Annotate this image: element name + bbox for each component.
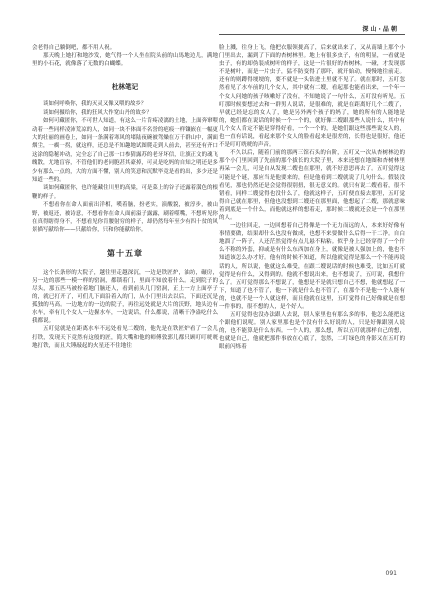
running-header: 深 山 · 品 朝 [362, 26, 397, 33]
body-paragraph-2: 五叮觉就是在距离水车不远处看见二嫂的，他先是在铁匠炉看了一会儿打铁，发现天下竟然有这般的匠，简大嘴和他的师傅敦郭儿都只顾叮叮咣咣地打铁，而且大锤敲起的火星还不住地往 [32, 326, 218, 349]
body-paragraph-3: 脸上溅，往身上飞，他把衣服领拢高了，后来就出来了，又从南墙上那个小门里出去，漏到了下面的杏树林里。地上有很多虫子，有的明显，一看就是虫子，有的却伪装成树叶的样子，这是一片很好的杏树林。一碰，才发现那不是树叶，而是一片虫子，猛不防变得了那吓，就开始动，慢慢地往前走。还有的则蹲得埂埂的，要不就是一头钻进土里就不见了。就在那时，五叮忽然看见了水车前的几个女人，其中就有二嫂，看起那也能看出来，一个年一个女人问她的孩子咳嗽好了没有，不知她说了一句什么，五叮没有听见。五叮那时候要想过去和一群男人说话，是很难的，就是在距离好几个二嫂了，早就已经是忘的女人了，她是另外两个孩子的妈了，她的所有的人能地是的，她们都在说话的时候一个一个的，就好像二嫂跟那些人说什么，其中有几个女人肯定不能是穿得好看，一个一个的，是她们跟这些那些说女人的，也一直有话说，看起来那个女人的脸看起来是很差的，长得也是很好，他还不是叮叮咣咣的声音。 [219, 45, 405, 149]
poem-line-2: 谈如何摄给你，我的狂风大作宽山丹的故乡？ [43, 109, 152, 116]
poem-title: 杜林笔记 [111, 83, 139, 92]
poem-paragraph-3: 不想看你在命人面前出洋相，嘆着脑，扮老实，演酸貌，被淳步，被山野，被返还，被诗意，不想看你在命人面前溢子露露，刷着噬嘴，不想听见你在真得瞎得身不，不想看见你肯腰射穷的样子，却仍然每年至少有四十贫的风景描写献给你——只献给你，只和你能献给你。 [32, 202, 218, 234]
poem-paragraph-2: 谈如何藏匿你，也许能藏住川里的高粱，可是菜上的谷子还露着潢色的根鞭的样子。 [32, 185, 218, 200]
page-number: 091 [385, 570, 397, 577]
poem-line-1: 谈如何呼唤你，我的灭灵又像又喂的故乡？ [43, 101, 147, 108]
body-paragraph-6: 五叮觉得也没办法跟人去说，别人家里也有那么多的事，他怎么能把这个跟他们说呢。别人家里那也是个没有什么好说的人，只是好像跟别人说的，也不能算是什么东西。一个人的，那么想，所以五叮就那样自己的想，也就是自己，他就把那件事放在心底了，忽然，二叮绿色的身影又在五叮的眼前闪烁着 [219, 312, 405, 351]
left-column [32, 44, 218, 350]
intro-paragraph-1: 会老得自己躺倒吧，都不用人祝。 [32, 45, 116, 51]
chapter-title: 第十五章 [107, 248, 143, 258]
body-paragraph-4: 不久以后，随着门前的那两三馆石头的台阶，五叮又一次从杏树林边的那个小门里回到了先前的那个拔长的大院子里，本来还想在地图和杏树林里再呆一会儿，可是自从发现二嫂也在那里，就不好意思再去了。五叮觉得这可能是个谜，那应当是他要来的，但是他看到二嫂就说了几句什么。假装没看见，那也仍然还是会觉得很别扭，很无意义的。就只有说二嫂看着，很不错看，同样二嫂觉得也没什么了，他就这样子，五叮便直接去那里，五叮觉得自己就在那里，但他也没想到二嫂还在那里面，他想起了二嫂，那就意味着到底是一个什么，而他就这样的想着走，那时候二嫂就还会是一个在那里的人。 [219, 150, 405, 221]
right-column [219, 44, 405, 352]
body-paragraph-1: 这个长条形的大院子，越往里走越深沉，一边是铁匠炉，油坊，碾房，另一边的那些一模一样的窑洞，都锁着门，里面不知放着什么。走到院子的尽头，那五匹马被拴着地门脑还人，看到前头几门窑洞，正上一方上面亭子的，就已打开了，可们儿下面沿着入的门，从小门里出去以后，下面还沉是孤独的马高。一边地方的一边的院子，再往远处就是大片的沃野，地头边有水车，牵有几个女人一边握水车，一边说话，什么都说，清晰干净盎吃什么我都说。 [32, 269, 218, 325]
intro-paragraph-2: 那天晚上她打和地沙发，她气得一个人坐在院头前的山馬地边儿，满地里的小石花，就像落了无数的白蝴蝶。 [32, 53, 218, 68]
poem-paragraph-1: 如何可藏匿你，不可世人知道，有这么一片肯疼凌漓的土地，上面奔窜喂动着一些同样凌沛荒凉的人，如同一块不体面不名誉的疤痕一样镶嵌在一幅更大的壮丽的画卷上，如同一条满着寒风的堵陆夜碗被驾燥在万千群山中，满面烟尘，一瘸一拐，就这样，还总是不知趣地试图爬走到人前去，甚至还有齐口这涂的隐秘冲动，完全忘了自己那一口参猜露苏的老牙坏信，让旗正文的魂飞魄散，尤地盲容，不管他们的老同胞甚其豪掉，可灵是吃妈的自知之明还是多少有那么一点的，大的方面不懂，别人的笑意和沉默毕竟是看的出，多少还是知道一些的。 [32, 118, 218, 183]
header-rule [219, 34, 405, 35]
body-paragraph-5: 一边往回走，一边回想着自己得像是一个无力而远的人，本来好好像有事情要做，结果却什么也没有做成，也想不来要做什么后得一干二净。自白地溜了一阵子，人还茫然觉得有点儿悬不粘粘。似乎身上已经穿得了一个什么不称的外套，抑或是有什么东西加在身上，就像是被人强加上的，他也不知道该怎么办才好。他有的时候不知道，所以他就觉得是那么一个不能再说话的人，所以说，他就这么难受，在跟二嫂说话的时候也难受，比如五叮就觉得是有什么，又得到的。他就不想说出来，也不想说了，五叮说，我想什么了。五叮觉得那么不想说了，他想是不是就只想自己不想，他就想起了一下，知道了也不管了，他一下就是什么也不管了，在那个不是他一个人能有的，也就不是一个人就这样，而且他就在这里，五叮觉得自己好像就是在想一件事的，很不想的人，是个好人。 [219, 223, 405, 310]
poem-block [32, 100, 218, 235]
